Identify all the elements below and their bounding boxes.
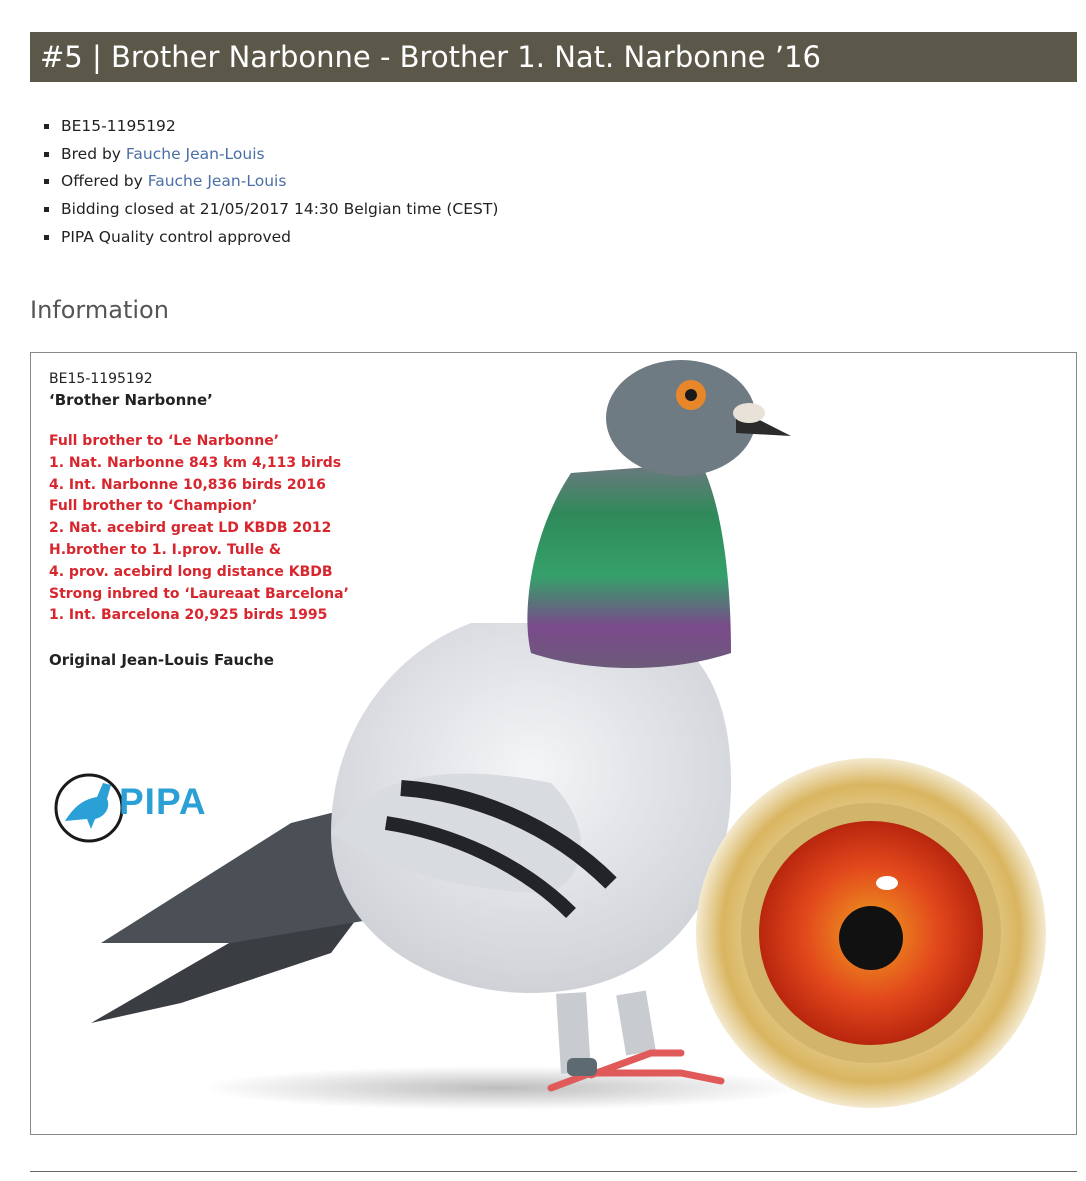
section-heading: Information <box>30 296 169 324</box>
beak-cere <box>733 403 765 423</box>
credit-line: 1. Nat. Narbonne 843 km 4,113 birds <box>49 454 342 471</box>
list-item <box>44 113 498 141</box>
image-origin-note: Original Jean-Louis Fauche <box>49 651 274 669</box>
auction-details-list <box>44 113 498 251</box>
eye-sign-pupil <box>839 906 903 970</box>
bullet-icon <box>44 235 49 240</box>
seller-link[interactable]: Fauche Jean-Louis <box>147 172 287 191</box>
bullet-icon <box>44 179 49 184</box>
page-title: #5 | Brother Narbonne - Brother 1. Nat. Narbonne ’16 <box>30 32 1077 82</box>
ring-number: BE15-1195192 <box>61 117 176 135</box>
list-item <box>44 196 498 224</box>
credit-line: 1. Int. Barcelona 20,925 birds 1995 <box>49 607 328 624</box>
bullet-icon <box>44 124 49 129</box>
quality-status: PIPA Quality control approved <box>61 227 292 246</box>
bullet-icon <box>44 152 49 157</box>
credit-line: Full brother to ‘Le Narbonne’ <box>49 433 280 449</box>
credit-line: Strong inbred to ‘Laureaat Barcelona’ <box>49 585 349 602</box>
credit-line: 2. Nat. acebird great LD KBDB 2012 <box>49 520 332 537</box>
credit-line: 4. prov. acebird long distance KBDB <box>49 563 333 580</box>
leg-ring <box>567 1058 597 1076</box>
pigeon-head <box>606 360 756 476</box>
bidding-status: Bidding closed at 21/05/2017 14:30 Belgian time (CEST) <box>61 200 499 219</box>
bullet-icon <box>44 207 49 212</box>
breeder-link[interactable]: Fauche Jean-Louis <box>125 144 265 163</box>
pigeon-neck <box>527 463 731 668</box>
divider <box>30 1171 1077 1172</box>
list-item <box>44 224 498 252</box>
pipa-logo-text: PIPA <box>119 781 207 822</box>
offered-by-label: Offered by <box>61 172 148 191</box>
list-item <box>44 141 498 169</box>
list-item <box>44 168 498 196</box>
pigeon-info-image <box>30 352 1077 1135</box>
credit-line: H.brother to 1. I.prov. Tulle & <box>49 541 282 558</box>
bred-by-label: Bred by <box>61 144 126 163</box>
ground-shadow <box>201 1066 801 1110</box>
credit-line: Full brother to ‘Champion’ <box>49 498 258 515</box>
image-ring-number: BE15-1195192 <box>49 371 153 387</box>
credit-line: 4. Int. Narbonne 10,836 birds 2016 <box>49 476 326 493</box>
pigeon-pupil <box>685 389 697 401</box>
image-pigeon-name: ‘Brother Narbonne’ <box>49 391 213 409</box>
eye-sign-highlight <box>876 876 898 890</box>
pedigree-credits <box>49 431 349 627</box>
